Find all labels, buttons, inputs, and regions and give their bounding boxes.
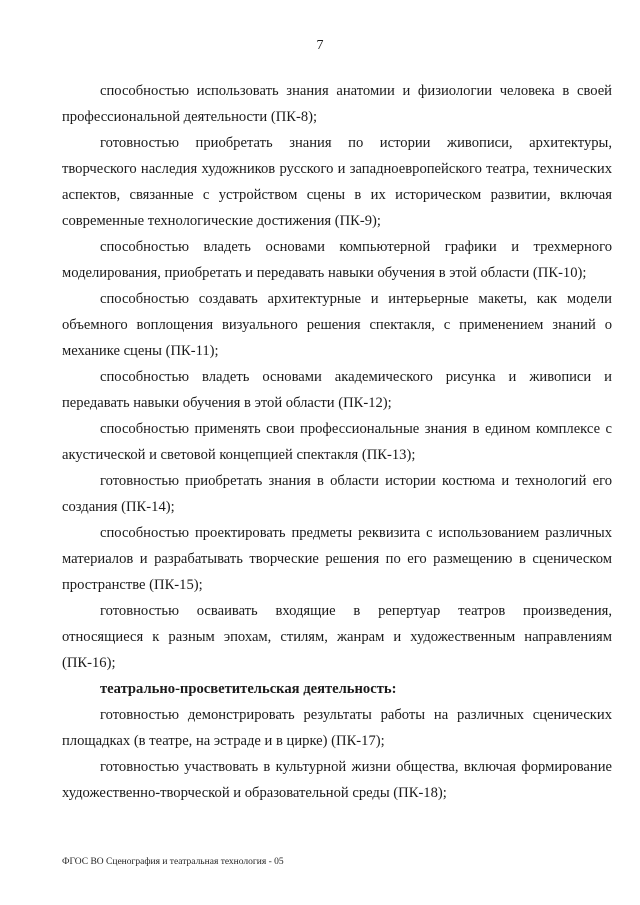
document-body: [62, 78, 612, 806]
section-heading: театрально-просветительская деятельность:: [100, 681, 397, 697]
competency-pk-14: готовностью приобретать знания в области истории костюма и технологий его создания (ПК-14);: [62, 473, 612, 515]
competency-pk-16: готовностью осваивать входящие в репертуар театров произведения, относящиеся к разным эпохам, стилям, жанрам и художественным направлениям (ПК-16);: [62, 603, 612, 671]
footer-note: ФГОС ВО Сценография и театральная технология - 05: [62, 857, 284, 867]
competency-pk-13: способностью применять свои профессиональные знания в едином комплексе с акустической и световой концепцией спектакля (ПК-13);: [62, 421, 612, 463]
page-number: 7: [316, 38, 324, 53]
competency-pk-17: готовностью демонстрировать результаты работы на различных сценических площадках (в театре, на эстраде и в цирке) (ПК-17);: [62, 707, 612, 749]
competency-pk-9: готовностью приобретать знания по истории живописи, архитектуры, творческого наследия художников русского и западноевропейского театра, технических аспектов, связанные с устройством сцены в их историческом развитии, включая современные технологические достижения (ПК-9);: [62, 135, 612, 229]
competency-pk-18: готовностью участвовать в культурной жизни общества, включая формирование художественно-творческой и образовательной среды (ПК-18);: [62, 759, 612, 801]
competency-pk-10: способностью владеть основами компьютерной графики и трехмерного моделирования, приобретать и передавать навыки обучения в этой области (ПК-10);: [62, 239, 612, 281]
competency-pk-15: способностью проектировать предметы реквизита с использованием различных материалов и разрабатывать творческие решения по его размещению в сценическом пространстве (ПК-15);: [62, 525, 612, 593]
competency-pk-8: способностью использовать знания анатомии и физиологии человека в своей профессиональной деятельности (ПК-8);: [62, 83, 612, 125]
competency-pk-11: способностью создавать архитектурные и интерьерные макеты, как модели объемного воплощения визуального решения спектакля, с применением знаний о механике сцены (ПК-11);: [62, 291, 612, 359]
competency-pk-12: способностью владеть основами академического рисунка и живописи и передавать навыки обучения в этой области (ПК-12);: [62, 369, 612, 411]
